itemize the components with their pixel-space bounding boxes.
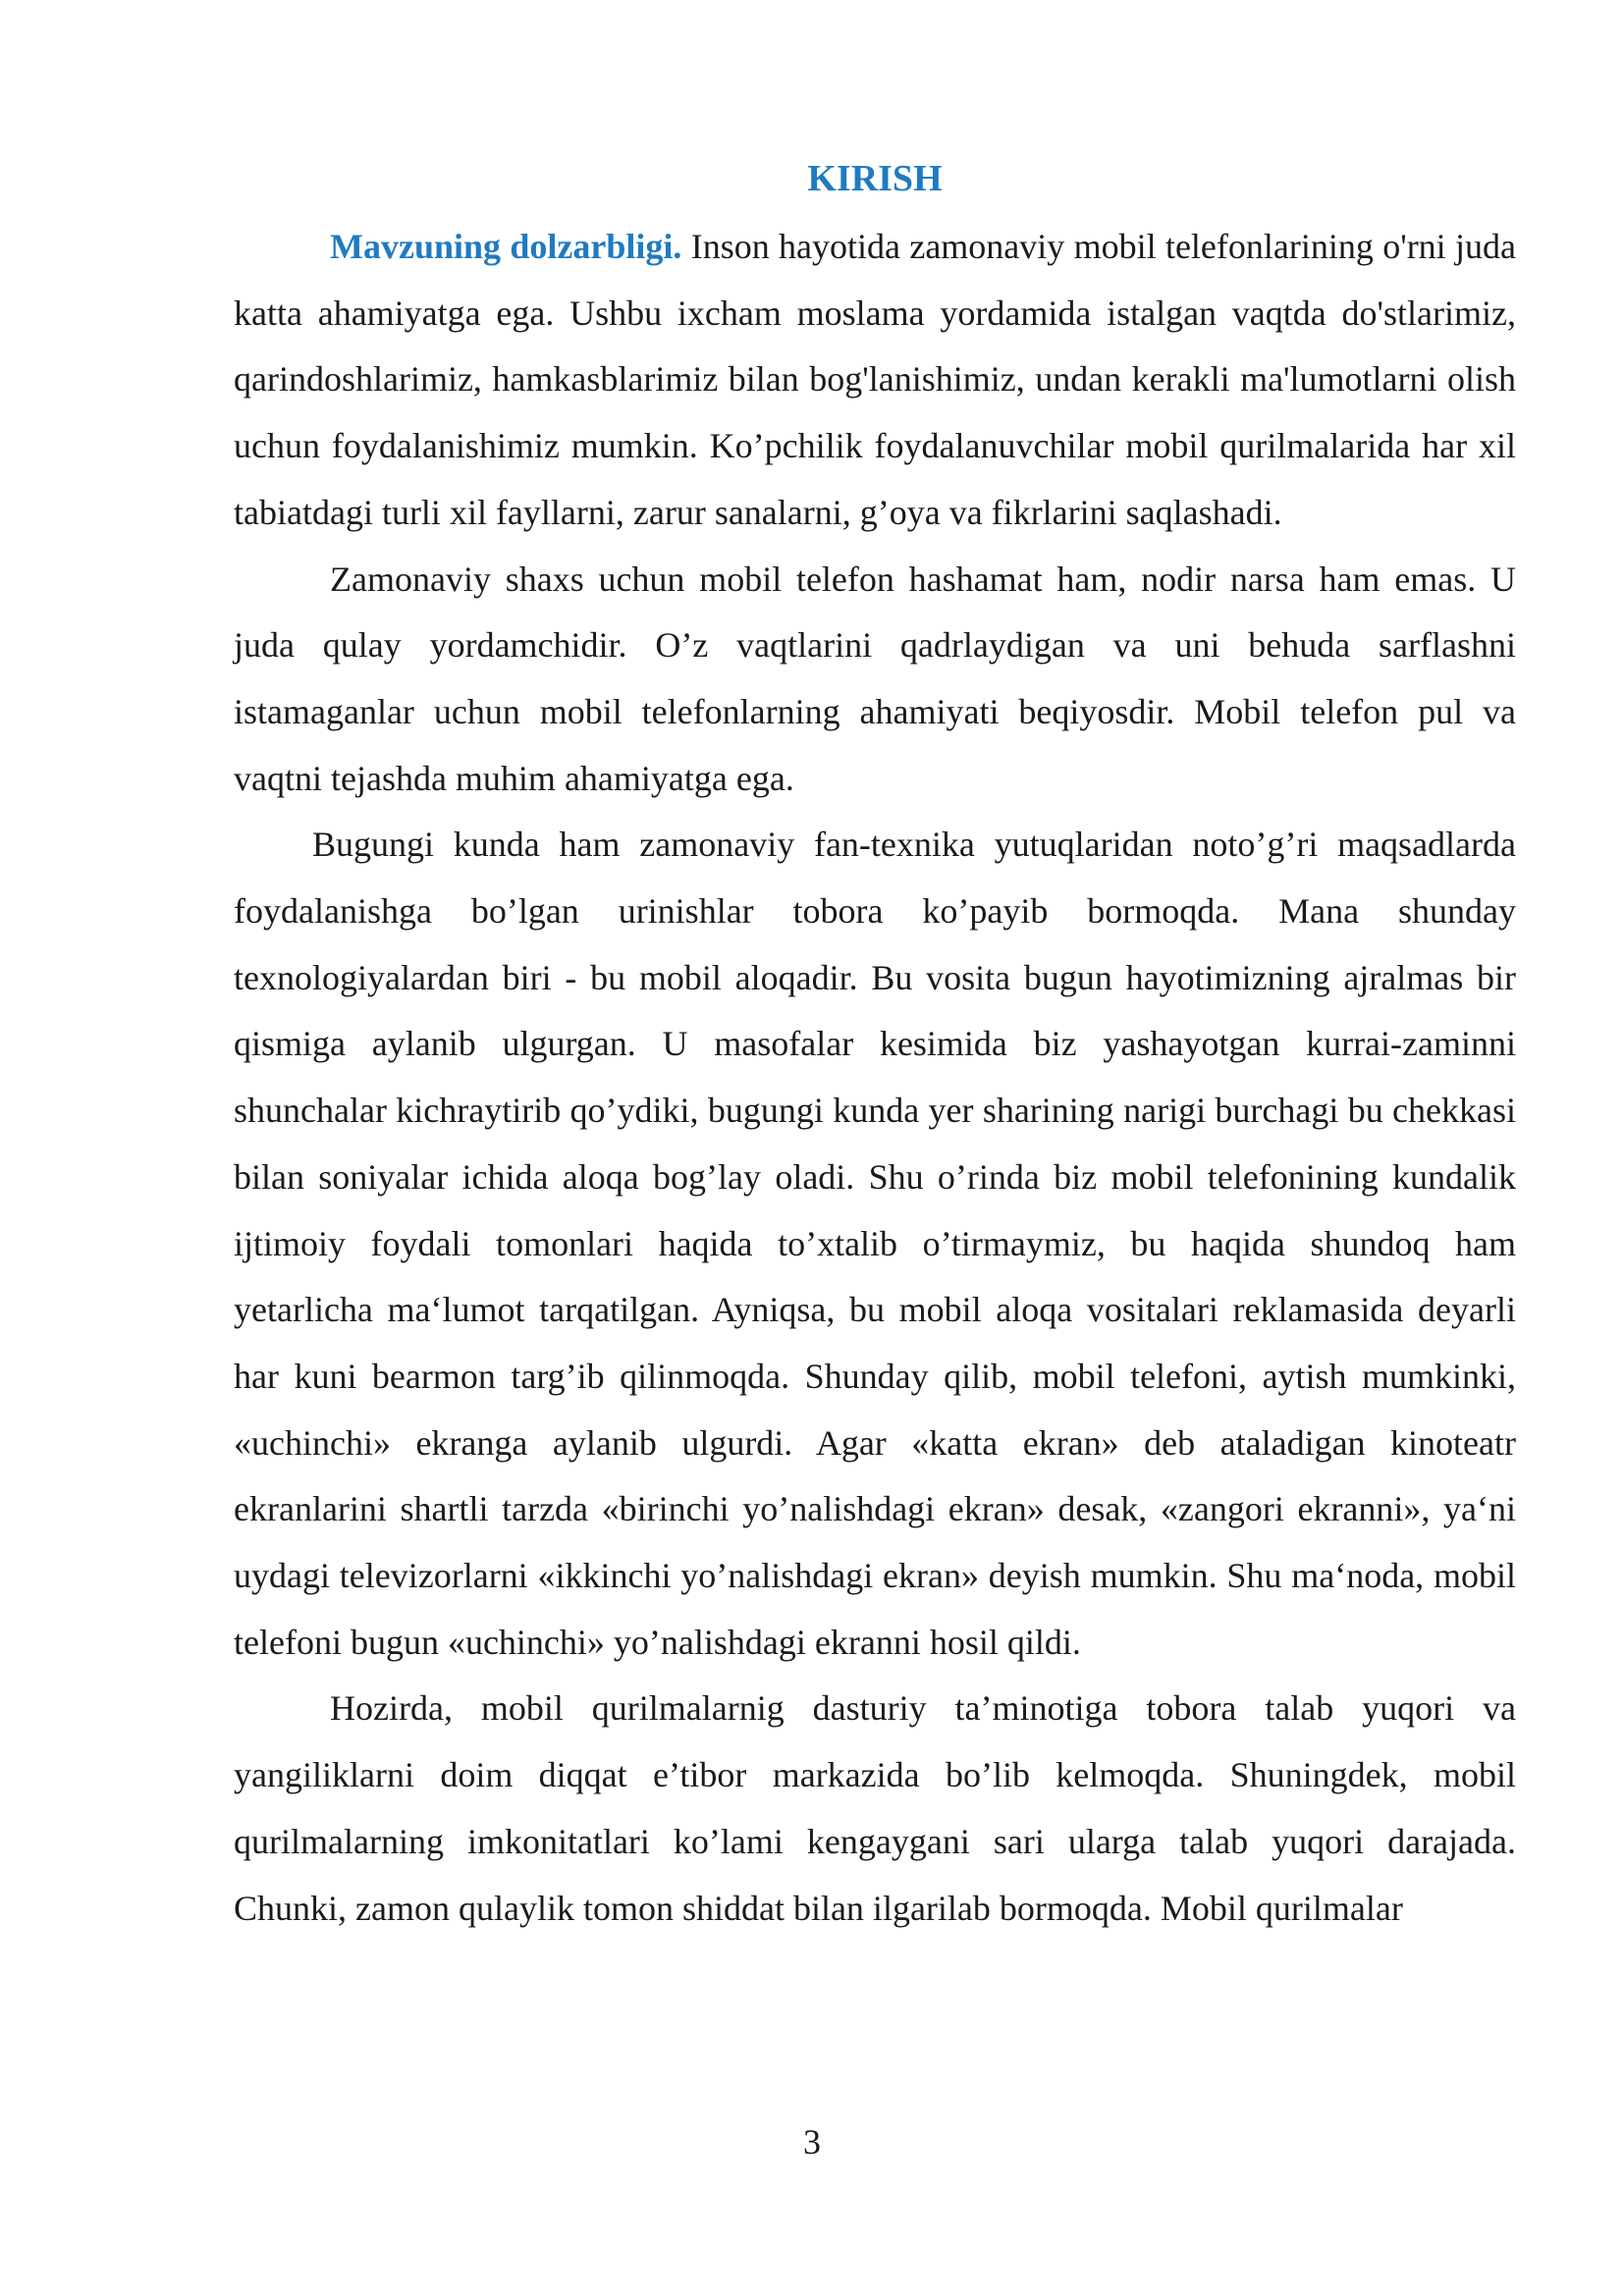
paragraph-mobile-communication: Bugungi kunda ham zamonaviy fan-texnika yutuqlaridan noto’g’ri maqsadlarda foydalanishga bo’lgan urinishlar tobora ko’payib bormoqda. Mana shunday texnologiyalardan biri - bu mobil aloqadir. Bu vosita bugun hayotimizning ajralmas bir qismiga aylanib ulgurgan. U masofalar kesimida biz yashayotgan kurrai-zaminni shunchalar kichraytirib qo’ydiki, bugungi kunda yer sharining narigi burchagi bu chekkasi bilan soniyalar ichida aloqa bog’lay oladi. Shu o’rinda biz mobil telefonining kundalik ijtimoiy foydali tomonlari haqida to’xtalib o’tirmaymiz, bu haqida shundoq ham yetarlicha ma‘lumot tarqatilgan. Ayniqsa, bu mobil aloqa vositalari reklamasida deyarli har kuni bearmon targ’ib qilinmoqda. Shunday qilib, mobil telefoni, aytish mumkinki, «uchinchi» ekranga aylanib ulgurdi. Agar «katta ekran» deb ataladigan kinoteatr ekranlarini shartli tarzda «birinchi yo’nalishdagi ekran» desak, «zangori ekranni», ya‘ni uydagi televizorlarni «ikkinchi yo’nalishdagi ekran» deyish mumkin. Shu ma‘noda, mobil telefoni bugun «uchinchi» yo’nalishdagi ekranni hosil qildi. (234, 825, 1516, 1662)
page-number: 3 (803, 2122, 821, 2162)
paragraph-lead-title: Mavzuning dolzarbligi. (330, 227, 682, 266)
paragraph-modern-person: Zamonaviy shaxs uchun mobil telefon hashamat ham, nodir narsa ham emas. U juda qulay yordamchidir. O’z vaqtlarini qadrlaydigan va uni behuda sarflashni istamaganlar uchun mobil telefonlarning ahamiyati beqiyosdir. Mobil telefon pul va vaqtni tejashda muhim ahamiyatga ega. (234, 559, 1516, 798)
section-heading: KIRISH (807, 158, 943, 199)
paragraph-text: Inson hayotida zamonaviy mobil telefonlarining o'rni juda katta ahamiyatga ega. Ushbu ixcham moslama yordamida istalgan vaqtda do'stlarimiz, qarindoshlarimiz, hamkasblarimiz bilan bog'lanishimiz, undan kerakli ma'lumotlarni olish uchun foydalanishimiz mumkin. Ko’pchilik foydalanuvchilar mobil qurilmalarida har xil tabiatdagi turli xil fayllarni, zarur sanalarni, g’oya va fikrlarini saqlashadi. (234, 227, 1516, 532)
paragraph-software-demand: Hozirda, mobil qurilmalarnig dasturiy ta’minotiga tobora talab yuqori va yangiliklarni doim diqqat e’tibor markazida bo’lib kelmoqda. Shuningdek, mobil qurilmalarning imkonitatlari ko’lami kengaygani sari ularga talab yuqori darajada. Chunki, zamon qulaylik tomon shiddat bilan ilgarilab bormoqda. Mobil qurilmalar (234, 1688, 1516, 1928)
paragraph-relevance (234, 214, 1516, 547)
document-page (234, 147, 1516, 1942)
